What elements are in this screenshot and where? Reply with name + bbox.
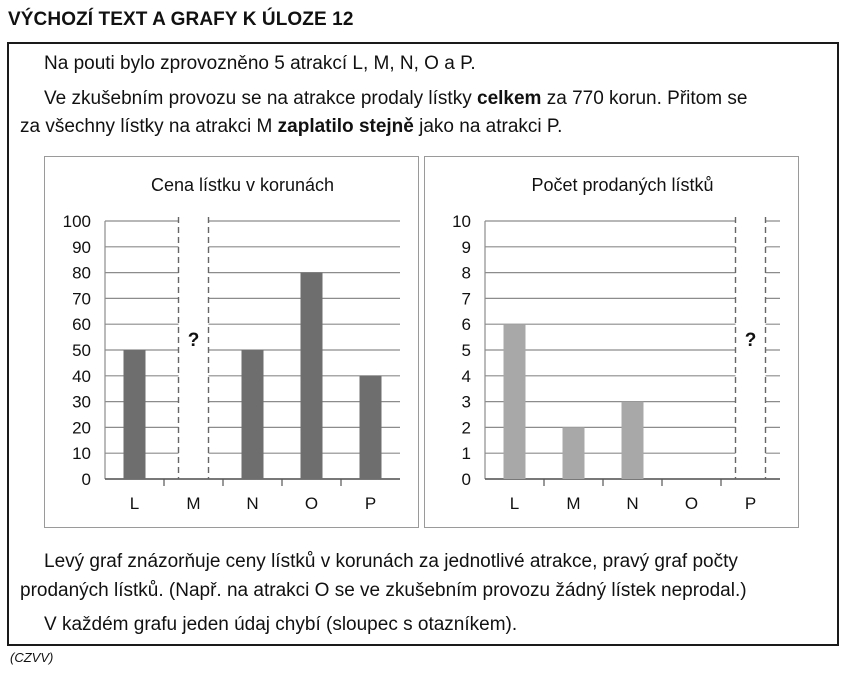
y-tick-label: 9 xyxy=(461,237,471,257)
intro-line-3-start: za všechny lístky na atrakci M xyxy=(20,116,278,137)
price-chart-panel xyxy=(44,156,419,528)
y-tick-label: 100 xyxy=(62,212,91,231)
explain-line-1: Levý graf znázorňuje ceny lístků v korunách za jednotlivé atrakce, pravý graf počty xyxy=(44,551,738,572)
missing-value-marker: ? xyxy=(187,330,200,351)
chart-title: Cena lístku v korunách xyxy=(150,175,335,195)
y-tick-label: 6 xyxy=(461,315,471,335)
y-tick-label: 60 xyxy=(72,315,91,335)
bar xyxy=(124,350,146,479)
bar xyxy=(563,427,585,479)
y-tick-label: 20 xyxy=(72,418,91,438)
y-tick-label: 4 xyxy=(461,366,471,386)
intro-line-3-bold: zaplatilo stejně xyxy=(277,116,414,137)
y-tick-label: 10 xyxy=(72,444,91,464)
intro-line-1: Na pouti bylo zprovozněno 5 atrakcí L, M, N, O a P. xyxy=(44,53,476,74)
explain-line-2: prodaných lístků. (Např. na atrakci O se ve zkušebním provozu žádný lístek neprodal.) xyxy=(20,580,747,601)
y-tick-label: 40 xyxy=(72,366,91,386)
y-tick-label: 30 xyxy=(72,392,91,412)
y-tick-label: 1 xyxy=(461,444,471,464)
intro-line-2 xyxy=(44,85,747,113)
y-tick-label: 8 xyxy=(461,263,471,283)
x-tick-label: N xyxy=(626,494,639,513)
x-tick-label: P xyxy=(364,494,377,513)
y-tick-label: 7 xyxy=(461,289,471,309)
task-heading: VÝCHOZÍ TEXT A GRAFY K ÚLOZE 12 xyxy=(8,9,354,30)
bar xyxy=(242,350,264,479)
source-note: (CZVV) xyxy=(10,650,54,665)
chart-title: Počet prodaných lístků xyxy=(531,175,714,195)
intro-line-3-end: jako na atrakci P. xyxy=(413,116,563,137)
y-tick-label: 10 xyxy=(452,212,471,231)
y-tick-label: 50 xyxy=(72,341,91,360)
count-chart-panel xyxy=(424,156,799,528)
bar xyxy=(360,376,382,479)
x-tick-label: O xyxy=(304,494,319,513)
x-tick-label: M xyxy=(566,494,581,513)
y-tick-label: 2 xyxy=(461,418,471,438)
bar xyxy=(504,324,526,479)
y-tick-label: 80 xyxy=(72,263,91,283)
y-tick-label: 0 xyxy=(81,470,91,489)
intro-line-2-start: Ve zkušebním provozu se na atrakce prodaly lístky xyxy=(44,88,477,109)
y-tick-label: 70 xyxy=(72,289,91,309)
intro-line-3 xyxy=(20,113,562,141)
x-tick-label: L xyxy=(129,494,140,513)
intro-line-2-bold: celkem xyxy=(477,88,542,109)
x-tick-label: N xyxy=(246,494,259,513)
x-tick-label: O xyxy=(684,494,699,513)
x-tick-label: M xyxy=(186,494,201,513)
y-tick-label: 90 xyxy=(72,237,91,257)
x-tick-label: L xyxy=(509,494,520,513)
count-chart xyxy=(425,157,798,527)
x-tick-label: P xyxy=(744,494,757,513)
y-tick-label: 3 xyxy=(461,392,471,412)
price-chart xyxy=(45,157,418,527)
y-tick-label: 0 xyxy=(461,470,471,489)
missing-value-marker: ? xyxy=(744,330,757,351)
intro-line-2-end: za 770 korun. Přitom se xyxy=(541,88,748,109)
bar xyxy=(622,402,644,479)
explain-line-3: V každém grafu jeden údaj chybí (sloupec s otazníkem). xyxy=(44,614,518,635)
bar xyxy=(301,273,323,479)
y-tick-label: 5 xyxy=(461,341,471,360)
